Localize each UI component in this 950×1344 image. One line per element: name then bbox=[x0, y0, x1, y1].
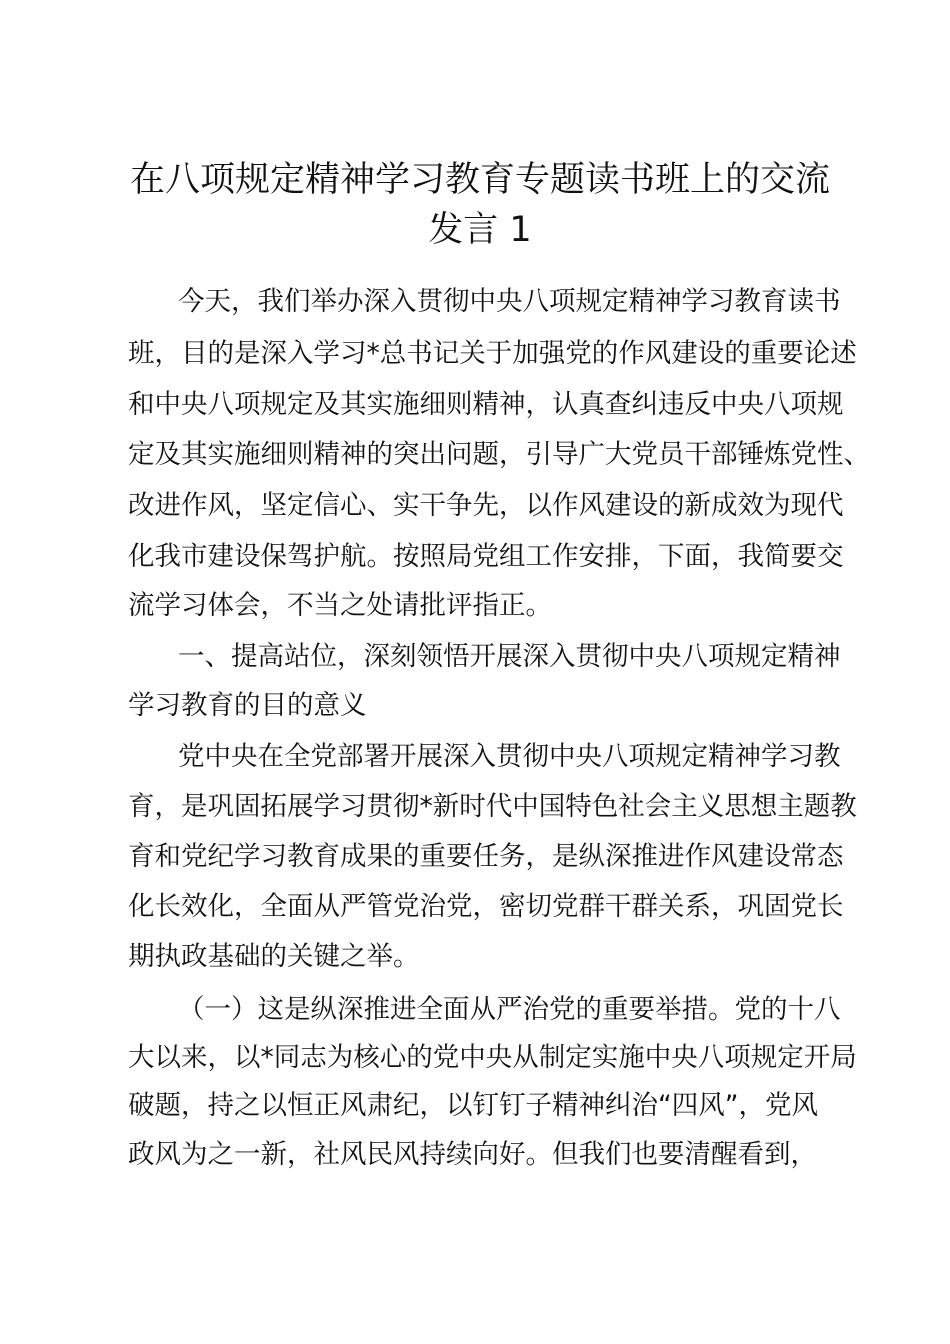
body-line: 班，目的是深入学习*总书记关于加强党的作风建设的重要论述 bbox=[128, 338, 857, 369]
body-line: 化我市建设保驾护航。按照局党组工作安排，下面，我简要交 bbox=[128, 541, 844, 572]
body-line: 育，是巩固拓展学习贯彻*新时代中国特色社会主义思想主题教 bbox=[128, 791, 857, 822]
body-line: 政风为之一新，社风民风持续向好。但我们也要清醒看到， bbox=[128, 1139, 817, 1170]
document-title-line-2: 发言 1 bbox=[428, 210, 532, 250]
document-title-line-1: 在八项规定精神学习教育专题读书班上的交流 bbox=[129, 160, 830, 200]
section-heading: 学习教育的目的意义 bbox=[128, 690, 367, 721]
body-line: 党中央在全党部署开展深入贯彻中央八项规定精神学习教 bbox=[178, 741, 841, 772]
body-line: 今天，我们举办深入贯彻中央八项规定精神学习教育读书 bbox=[178, 286, 841, 317]
body-line: （一）这是纵深推进全面从严治党的重要举措。党的十八 bbox=[178, 994, 841, 1025]
body-line: 流学习体会，不当之处请批评指正。 bbox=[128, 590, 552, 621]
body-line: 育和党纪学习教育成果的重要任务，是纵深推进作风建设常态 bbox=[128, 841, 844, 872]
body-line: 大以来，以*同志为核心的党中央从制定实施中央八项规定开局 bbox=[128, 1042, 857, 1073]
section-heading: 一、提高站位，深刻领悟开展深入贯彻中央八项规定精神 bbox=[178, 641, 841, 672]
body-line: 破题，持之以恒正风肃纪，以钉钉子精神纠治“四风”，党风 bbox=[128, 1090, 818, 1121]
body-line: 化长效化，全面从严管党治党，密切党群干群关系，巩固党长 bbox=[128, 891, 844, 922]
body-line: 期执政基础的关键之举。 bbox=[128, 941, 420, 972]
body-line: 改进作风，坚定信心、实干争先，以作风建设的新成效为现代 bbox=[128, 490, 844, 521]
body-line: 定及其实施细则精神的突出问题，引导广大党员干部锤炼党性、 bbox=[128, 439, 870, 470]
body-line: 和中央八项规定及其实施细则精神，认真查纠违反中央八项规 bbox=[128, 389, 844, 420]
